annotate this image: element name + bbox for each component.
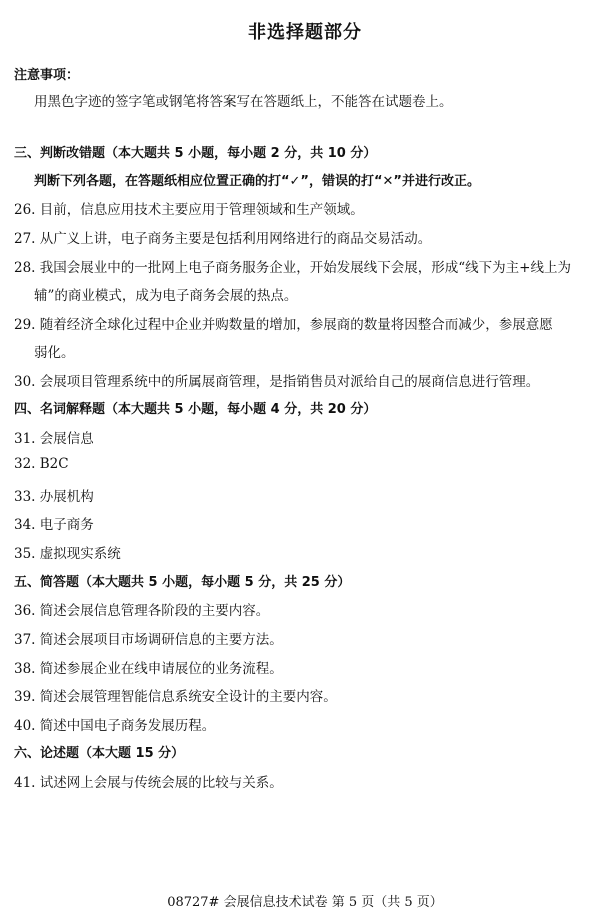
page-footer: 08727# 会展信息技术试卷 第 5 页（共 5 页） bbox=[167, 895, 443, 910]
question-34: 34. 电子商务 bbox=[14, 517, 94, 533]
section6-heading: 六、论述题（本大题 15 分） bbox=[14, 746, 185, 761]
question-36: 36. 简述会展信息管理各阶段的主要内容。 bbox=[14, 603, 270, 619]
question-38: 38. 简述参展企业在线申请展位的业务流程。 bbox=[14, 661, 283, 677]
question-32: 32. B2C bbox=[14, 456, 69, 472]
question-26: 26. 目前，信息应用技术主要应用于管理领域和生产领域。 bbox=[14, 202, 364, 218]
question-35: 35. 虚拟现实系统 bbox=[14, 546, 121, 562]
question-29-line1: 29. 随着经济全球化过程中企业并购数量的增加，参展商的数量将因整合而减少，参展意愿 bbox=[14, 317, 553, 333]
question-41: 41. 试述网上会展与传统会展的比较与关系。 bbox=[14, 775, 283, 791]
question-28-line1: 28. 我国会展业中的一批网上电子商务服务企业，开始发展线下会展，形成“线下为主+线上为 bbox=[14, 260, 571, 276]
question-33: 33. 办展机构 bbox=[14, 489, 94, 505]
section4-heading: 四、名词解释题（本大题共 5 小题，每小题 4 分，共 20 分） bbox=[14, 402, 377, 417]
notice-text: 用黑色字迹的签字笔或钢笔将答案写在答题纸上，不能答在试题卷上。 bbox=[34, 94, 453, 110]
section3-instruction: 判断下列各题，在答题纸相应位置正确的打“✓”，错误的打“✕”并进行改正。 bbox=[34, 174, 480, 189]
question-27: 27. 从广义上讲，电子商务主要是包括利用网络进行的商品交易活动。 bbox=[14, 231, 432, 247]
section5-heading: 五、简答题（本大题共 5 小题，每小题 5 分，共 25 分） bbox=[14, 575, 351, 590]
question-40: 40. 简述中国电子商务发展历程。 bbox=[14, 718, 216, 734]
question-28-line2: 辅”的商业模式，成为电子商务会展的热点。 bbox=[34, 288, 298, 304]
notice-heading: 注意事项： bbox=[14, 68, 80, 83]
question-30: 30. 会展项目管理系统中的所属展商管理，是指销售员对派给自己的展商信息进行管理。 bbox=[14, 374, 540, 390]
question-31: 31. 会展信息 bbox=[14, 431, 94, 447]
page-title: 非选择题部分 bbox=[248, 22, 362, 43]
question-39: 39. 简述会展管理智能信息系统安全设计的主要内容。 bbox=[14, 689, 337, 705]
question-37: 37. 简述会展项目市场调研信息的主要方法。 bbox=[14, 632, 283, 648]
section3-heading: 三、判断改错题（本大题共 5 小题，每小题 2 分，共 10 分） bbox=[14, 146, 377, 161]
question-29-line2: 弱化。 bbox=[34, 345, 75, 361]
